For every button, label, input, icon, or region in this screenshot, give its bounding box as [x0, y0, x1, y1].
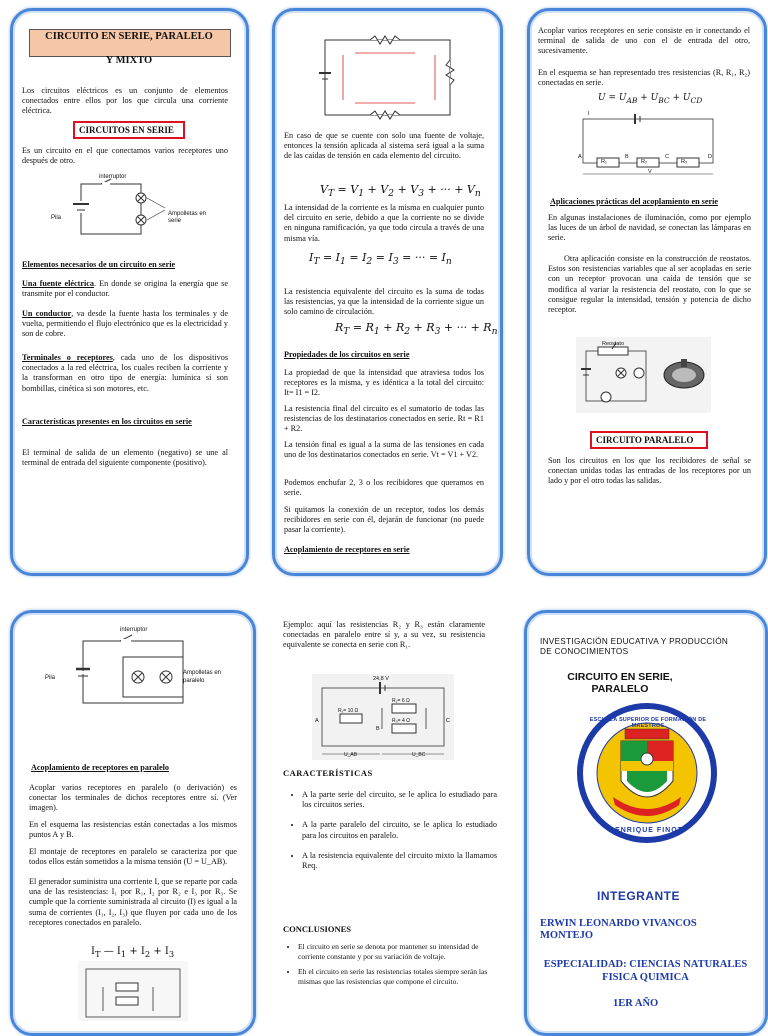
- formula-resistance: $R_T = R_1 + R_2 + R_3$ + ··· + $R_n$: [335, 321, 498, 338]
- caracteristicas-heading: Características presentes en los circuitos en serie: [22, 417, 192, 426]
- school-year: 1ER AÑO: [613, 998, 659, 1009]
- series-diagram-label-c: C: [665, 154, 669, 160]
- ejemplo-mixto: Ejemplo: aquí las resistencias R₂ y R₃ están claramente conectadas en paralelo entre sí y, a su vez, su resistencia equivalente se conecta en serie con R₁.: [283, 620, 485, 650]
- mixed-label-ubc: U_BC: [412, 752, 426, 758]
- formula-current: $I_T = I_1 = I_2 = I_3$ = ··· = $I_n$: [309, 251, 452, 268]
- panel-cover: [524, 610, 768, 1036]
- property-4: Podemos enchufar 2, 3 o los recibidores que queramos en serie.: [284, 478, 484, 498]
- terminales-text: , cada uno de los dispositivos conectados a la red eléctrica, los cuales reciben la corriente y la transforman en otro tipo de energía: lumínica si son bombillas, cinética si son motores, etc.: [22, 353, 229, 393]
- acoplamiento-paralelo-heading: Acoplamiento de receptores en paralelo: [31, 763, 169, 772]
- mixed-label-r2: R₂= 6 Ω: [392, 698, 410, 704]
- panel-parallel: [10, 610, 256, 1036]
- formula-parallel-current: $I_T$ — $I_1 + I_2 + I_3$: [91, 946, 175, 959]
- parallel-circuit-diagram: [58, 633, 188, 713]
- aplicaciones-heading: Aplicaciones prácticas del acoplamiento en serie: [550, 197, 719, 206]
- conductor-text: , va desde la fuente hasta los terminales y de vuelta, permitiendo el flujo electrónico que es la electricidad y son de cobre.: [22, 309, 228, 339]
- conductor-paragraph: [22, 309, 228, 340]
- resistance-paragraph: La resistencia equivalente del circuito es la suma de todas las resistencias, ya que la intensidad de la corriente sigue un solo camino de circulación.: [284, 287, 484, 317]
- series-diagram-label-v: V: [648, 169, 652, 175]
- parallel-label-ampolletas: Ampolletas en paralelo: [183, 670, 222, 684]
- paralelo-p1: Acoplar varios receptores en paralelo (o derivación) es conectar los terminales de dichos receptores entre sí. (Ver imagen).: [29, 783, 237, 813]
- property-3: La tensión final es igual a la suma de las tensiones en cada uno de los destinatarios conectados en serie. Vt = V1 + V2.: [284, 440, 484, 460]
- series-diagram-label-i: I: [588, 111, 590, 117]
- especialidad: ESPECIALIDAD: CIENCIAS NATURALES FISICA QUIMICA: [543, 959, 748, 983]
- acoplar-serie-text: Acoplar varios receptores en serie consiste en ir conectando el terminal de salida de uno con el de entrada del otro, sucesivamente.: [538, 26, 750, 56]
- list-item: [302, 851, 497, 871]
- parallel-label-pila: Pila: [45, 675, 56, 681]
- paralelo-p3: El montaje de receptores en paralelo se caracteriza por que todos ellos están sometidos a la misma tensión (U = U_AB).: [29, 847, 237, 867]
- mixed-label-c: C: [446, 718, 450, 724]
- fuente-term: Una fuente eléctrica: [22, 279, 95, 288]
- title-line2: Y MIXTO: [105, 55, 153, 66]
- series-heading-box: CIRCUITOS EN SERIE: [73, 121, 185, 139]
- paralelo-heading-box: CIRCUITO PARALELO: [590, 431, 708, 449]
- conductor-term: Un conductor: [22, 309, 72, 318]
- series-diagram-label-r3: R₃: [681, 159, 688, 165]
- series-resistor-circuit-diagram: [315, 25, 465, 125]
- seal-text-bottom: ENRIQUE FINOT: [615, 827, 683, 834]
- list-item: • A la parte serie del circuito, se le aplica lo estudiado para los circuitos series.: [302, 790, 497, 810]
- conclusiones-list: [286, 942, 498, 992]
- caracteristicas-heading-mixed: CARACTERÍSTICAS: [283, 768, 373, 778]
- student-name: ERWIN LEONARDO VIVANCOS MONTEJO: [540, 918, 697, 941]
- mixed-label-a: A: [315, 718, 319, 724]
- paralelo-p2: En el esquema las resistencias están conectadas a los mismos puntos A y B.: [29, 820, 237, 840]
- formula-voltage: $V_T = V_1 + V_2 + V_3$ + ··· + $V_n$: [320, 183, 481, 200]
- conclusiones-heading: CONCLUSIONES: [283, 924, 352, 934]
- property-1: La propiedad de que la intensidad que atraviesa todos los receptores es la misma, y es idéntica a la total del circuito: It= I1 = I2.: [284, 368, 484, 398]
- intro-text: Los circuitos eléctricos es un conjunto de elementos conectados entre ellos por los que circula una corriente eléctrica.: [22, 86, 228, 116]
- mixed-label-r1: R₁= 10 Ω: [338, 708, 359, 714]
- caracteristicas-list: [288, 790, 497, 881]
- integrante-label: INTEGRANTE: [597, 889, 680, 903]
- parallel-label-interruptor: interruptor: [120, 627, 148, 633]
- cover-title: CIRCUITO EN SERIE, PARALELO: [567, 671, 673, 695]
- series-diagram-label-a: A: [578, 154, 582, 160]
- panel-mixed: [272, 612, 497, 1024]
- aplicacion-2: Otra aplicación consiste en la construcción de reostatos. Estos son resistencias variables que al ser acopladas en serie con un receptor provocan una caída de tensión que se modifica al variar la resistencia del reostato, con lo que se consigue regular la intensidad, tensión y potencia de dicho receptor.: [548, 254, 751, 315]
- diagram-label-pila: Pila: [51, 215, 62, 221]
- aplicacion-1: En algunas instalaciones de iluminación, como por ejemplo las luces de un árbol de navidad, se conectan las lámparas en serie.: [548, 213, 751, 243]
- list-item: • A la parte paralelo del circuito, se le aplica lo estudiado para los circuitos en paralelo.: [302, 820, 497, 840]
- list-item: • Eh el circuito en serie las resistencias totales siempre serán las mismas que las resistencias que compone el circuito.: [298, 967, 498, 986]
- voltage-paragraph: En caso de que se cuente con solo una fuente de voltaje, entonces la tensión aplicada al sistema será igual a la suma de las caídas de tensión en cada elemento del circuito.: [284, 131, 484, 161]
- fuente-text: . En donde se origina la energía que se transmite por el conductor.: [22, 279, 228, 299]
- caract-3-text: A la resistencia equivalente del circuito mixto la llamamos Req.: [302, 850, 497, 871]
- elements-heading: Elementos necesarios de un circuito en serie: [22, 260, 176, 269]
- current-paragraph: La intensidad de la corriente es la misma en cualquier punto del circuito en serie, debido a que la corriente no se divide en ninguna ramificación, ya que todo circula a través de una misma vía.: [284, 203, 484, 243]
- properties-heading: Propiedades de los circuitos en serie: [284, 350, 410, 359]
- series-diagram-label-r2: R₂: [641, 159, 648, 165]
- series-diagram-label-b: B: [625, 154, 629, 160]
- acoplamiento-serie-heading: Acoplamiento de receptores en serie: [284, 545, 410, 554]
- series-diagram-label-r1: R₁: [601, 159, 607, 165]
- cover-header: INVESTIGACIÓN EDUCATIVA Y PRODUCCIÓN DE CONOCIMIENTOS: [540, 637, 729, 656]
- panel-series-applications: [527, 8, 767, 576]
- terminales-term: Terminales o receptores: [22, 353, 113, 362]
- diagram-label-ampolletas: Ampolletas en serie: [168, 211, 207, 224]
- mixed-circuit-diagram: [312, 674, 454, 760]
- esquema-serie-text: En el esquema se han representado tres resistencias (R, R₁, R₂) conectadas en serie.: [538, 68, 750, 88]
- series-definition: Es un circuito en el que conectamos varios receptores uno después de otro.: [22, 146, 228, 166]
- property-5: Si quitamos la conexión de un receptor, todos los demás recibidores en serie con él, dejarán de funcionar (no puede pasar la corriente).: [284, 505, 484, 535]
- paralelo-definition: Son los circuitos en los que los recibidores de señal se conectan unidas todas las entradas de los receptores por un lado y por el otro todas las salidas.: [548, 456, 751, 486]
- seal-text-top: ESCUELA SUPERIOR DE FORMACIÓN DE MAESTROS: [589, 717, 707, 729]
- panel-series-intro: [10, 8, 249, 576]
- series-diagram-label-d: D: [708, 154, 712, 160]
- reostato-label: Reostato: [602, 341, 625, 347]
- title-line1: CIRCUITO EN SERIE, PARALELO: [45, 31, 213, 42]
- list-item: • El circuito en serie se denota por mantener su intensidad de corriente constante y por su variación de voltaje.: [298, 942, 498, 961]
- fuente-paragraph: [22, 279, 228, 299]
- formula-u: $U = U_{AB} + U_{BC} + U_{CD}$: [598, 93, 703, 105]
- diagram-label-interruptor: interruptor: [99, 174, 127, 180]
- caracteristicas-text: El terminal de salida de un elemento (negativo) se une al terminal de entrada del siguiente componente (positivo).: [22, 448, 228, 468]
- mixed-label-r3: R₃= 4 Ω: [392, 718, 410, 724]
- mixed-label-uab: U_AB: [344, 752, 358, 758]
- reostato-diagram: [576, 337, 711, 413]
- terminales-paragraph: [22, 353, 228, 394]
- paralelo-p4: El generador suministra una corriente I, que se reparte por cada una de las resistencias: I₁ por R₁, I₂ por R₂ e I₃ por R₃. Se cumple que la corriente suministrada al circuito (I) es igual a la suma de corrientes (I₁, I₂, I₃) que fluyen por cada uno de los receptores conectados en paralelo.: [29, 877, 237, 927]
- mixed-label-b: B: [376, 726, 380, 732]
- mixed-label-voltage: 24,8 V: [373, 676, 389, 682]
- property-2: La resistencia final del circuito es el sumatorio de todas las resistencias de los destinatarios conectados en serie. Rt = R1 + R2.: [284, 404, 484, 434]
- panel-series-laws: [272, 8, 503, 576]
- parallel-resistor-diagram: [78, 961, 188, 1021]
